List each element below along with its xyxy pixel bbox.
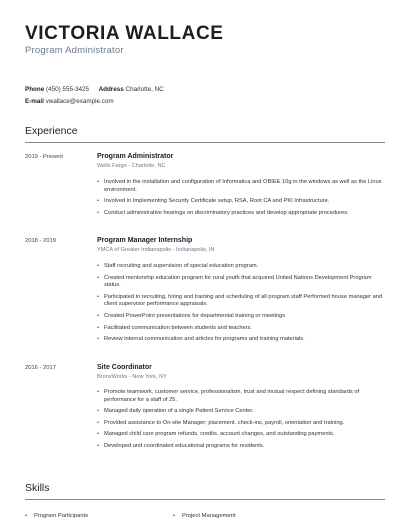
job-bullet: • Involved in Implementing Security Certificate setup, RSA, Root CA and PKI Infrastructure. <box>97 198 385 206</box>
address-label: Address <box>98 86 124 93</box>
job-dates: 2018 - 2019 <box>25 238 56 244</box>
experience-divider <box>25 142 385 143</box>
job-bullet: • Staff recruiting and supervision of special education program. <box>97 263 385 271</box>
job-bullet: • Conduct administrative hearings on discriminatory practices and develop appropriate procedures. <box>97 210 385 218</box>
job-bullet: • Review internal communication and articles for programs and training materials. <box>97 336 385 344</box>
phone-label: Phone <box>25 86 45 93</box>
job-bullet: • Developed and coordinated educational programs for residents. <box>97 443 385 451</box>
job-bullet: • Facilitated communication between students and teachers. <box>97 325 385 333</box>
job-bullet: • Provided assistance to On-site Manager; placement. check-ins, payroll, orientation and training. <box>97 420 385 428</box>
job-company: Wells Fargo - Charlotte, NC <box>97 163 166 169</box>
candidate-name: VICTORIA WALLACE <box>25 23 224 44</box>
job-bullet: • Managed daily operation of a single Patient Service Center. <box>97 408 385 416</box>
job-bullet: • Participated in recruiting, hiring and training and scheduling of all program staff Performed house manager and client supervisor performance appraisals. <box>97 294 385 309</box>
job-title: Program Manager Internship <box>97 237 193 244</box>
skills-divider <box>25 499 385 500</box>
job-bullet: • Managed child care program refunds, credits. account changes, and outstanding payments. <box>97 431 385 439</box>
email-label: E-mail <box>25 98 44 105</box>
job-dates: 2019 - Present <box>25 154 64 160</box>
contact-line-2 <box>25 98 114 106</box>
address-value: Charlotte, NC <box>125 86 164 93</box>
email-value: vwallace@example.com <box>45 98 114 105</box>
skill-item: • Program Participants <box>25 512 88 520</box>
job-title: Site Coordinator <box>97 364 152 371</box>
job-title: Program Administrator <box>97 153 174 160</box>
job-bullets <box>97 263 385 344</box>
job-bullet: • Involved in the installation and configuration of Informatica and OBIEE 10g in the windows as well as the Linux environment. <box>97 179 385 194</box>
skill-item: • Project Management <box>173 512 236 520</box>
job-company: YMCA of Greater Indianapolis - Indianapolis, IN <box>97 247 215 253</box>
job-bullet: • Created mentorship education program for rural youth that acquired United Nations Development Program status. <box>97 275 385 290</box>
job-bullet: • Created PowerPoint presentations for departmental training or meetings <box>97 313 385 321</box>
phone-value: (450) 555-3425 <box>46 86 90 93</box>
job-bullet: • Promote teamwork, customer service, professionalism, trust and mutual respect defining standards of performance for a staff of 25. <box>97 389 385 404</box>
skills-heading: Skills <box>25 482 50 494</box>
contact-line-1 <box>25 86 164 94</box>
job-bullets <box>97 179 385 217</box>
job-dates: 2016 - 2017 <box>25 365 56 371</box>
candidate-title: Program Administrator <box>25 45 124 56</box>
job-company: BronxWorks - New York, NY <box>97 374 167 380</box>
experience-heading: Experience <box>25 125 78 137</box>
job-bullets <box>97 389 385 451</box>
